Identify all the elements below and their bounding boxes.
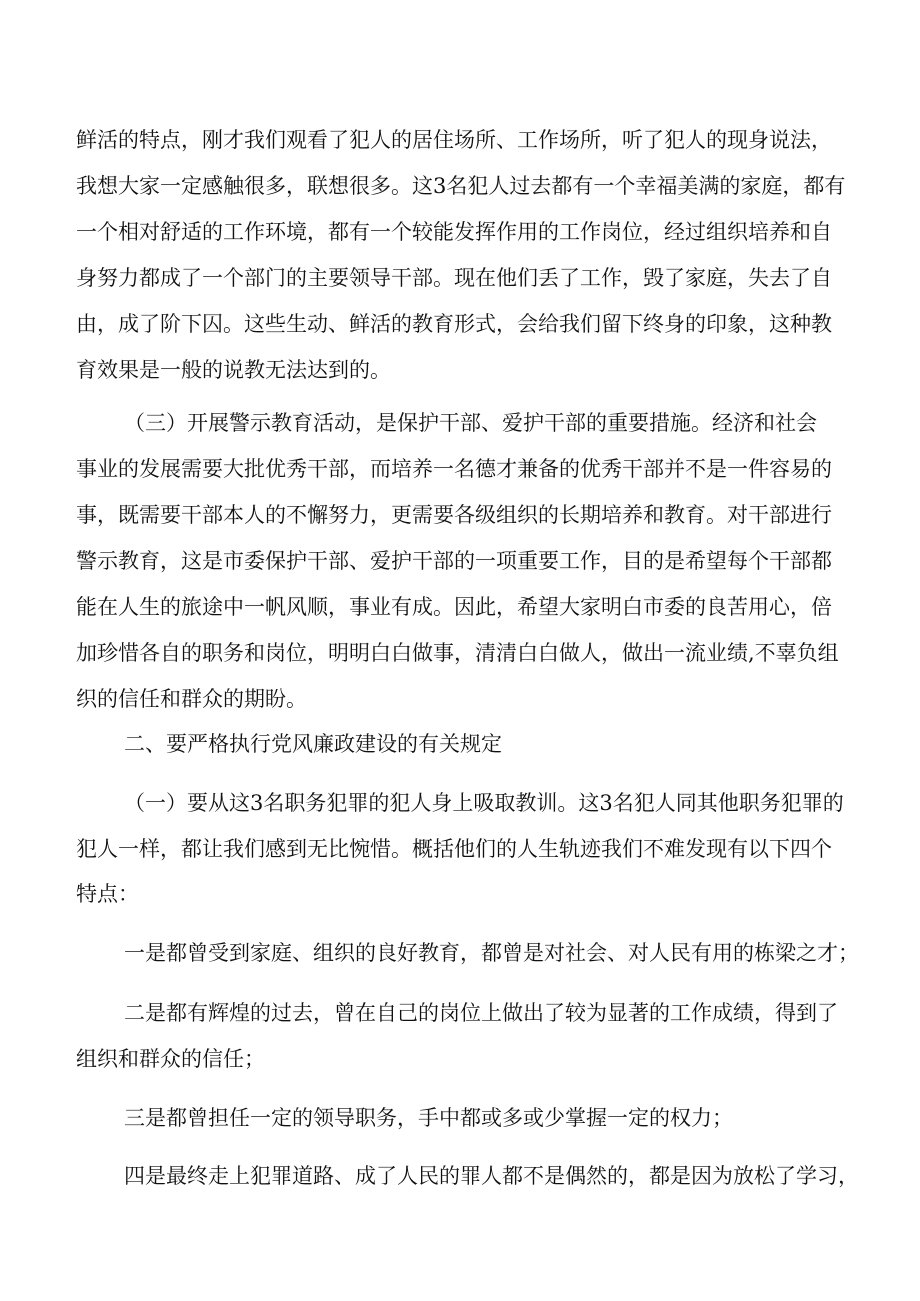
text-line: 犯人一样，都让我们感到无比惋惜。概括他们的人生轨迹我们不难发现有以下四个 <box>76 837 832 861</box>
text-line: 四是最终走上犯罪道路、成了人民的罪人都不是偶然的，都是因为放松了学习， <box>124 1164 859 1188</box>
text-line: （一）要从这3名职务犯罪的犯人身上吸取教训。这3名犯人同其他职务犯罪的 <box>124 791 844 815</box>
text-line: 育效果是一般的说教无法达到的。 <box>76 358 391 382</box>
text-line: 二是都有辉煌的过去，曾在自己的岗位上做出了较为显著的工作成绩，得到了 <box>124 1001 838 1025</box>
section-heading: 二、要严格执行党风廉政建设的有关规定 <box>124 732 502 756</box>
text-line: 织的信任和群众的期盼。 <box>76 687 307 711</box>
text-line: 事，既需要干部本人的不懈努力，更需要各级组织的长期培养和教育。对干部进行 <box>76 503 832 527</box>
text-line: 一是都曾受到家庭、组织的良好教育，都曾是对社会、对人民有用的栋梁之才； <box>124 941 859 965</box>
text-line: 组织和群众的信任； <box>76 1047 265 1071</box>
text-line: 我想大家一定感触很多，联想很多。这3名犯人过去都有一个幸福美满的家庭，都有 <box>76 174 846 198</box>
text-line: 三是都曾担任一定的领导职务，手中都或多或少掌握一定的权力； <box>124 1106 733 1130</box>
text-line: 一个相对舒适的工作环境，都有一个较能发挥作用的工作岗位，经过组织培养和自 <box>76 220 832 244</box>
text-line: 加珍惜各自的职务和岗位，明明白白做事，清清白白做人，做出一流业绩,不辜负组 <box>76 641 839 665</box>
text-line: 鲜活的特点，刚才我们观看了犯人的居住场所、工作场所，听了犯人的现身说法， <box>76 128 832 152</box>
text-line: 特点： <box>76 882 139 906</box>
text-line: 由，成了阶下囚。这些生动、鲜活的教育形式，会给我们留下终身的印象，这种教 <box>76 312 832 336</box>
text-line: 身努力都成了一个部门的主要领导干部。现在他们丢了工作，毁了家庭，失去了自 <box>76 266 832 290</box>
text-line: 警示教育，这是市委保护干部、爱护干部的一项重要工作，目的是希望每个干部都 <box>76 549 832 573</box>
text-line: 事业的发展需要大批优秀干部，而培养一名德才兼备的优秀干部并不是一件容易的 <box>76 457 832 481</box>
text-line: 能在人生的旅途中一帆风顺，事业有成。因此，希望大家明白市委的良苦用心，倍 <box>76 595 832 619</box>
text-line: （三）开展警示教育活动，是保护干部、爱护干部的重要措施。经济和社会 <box>124 411 817 435</box>
